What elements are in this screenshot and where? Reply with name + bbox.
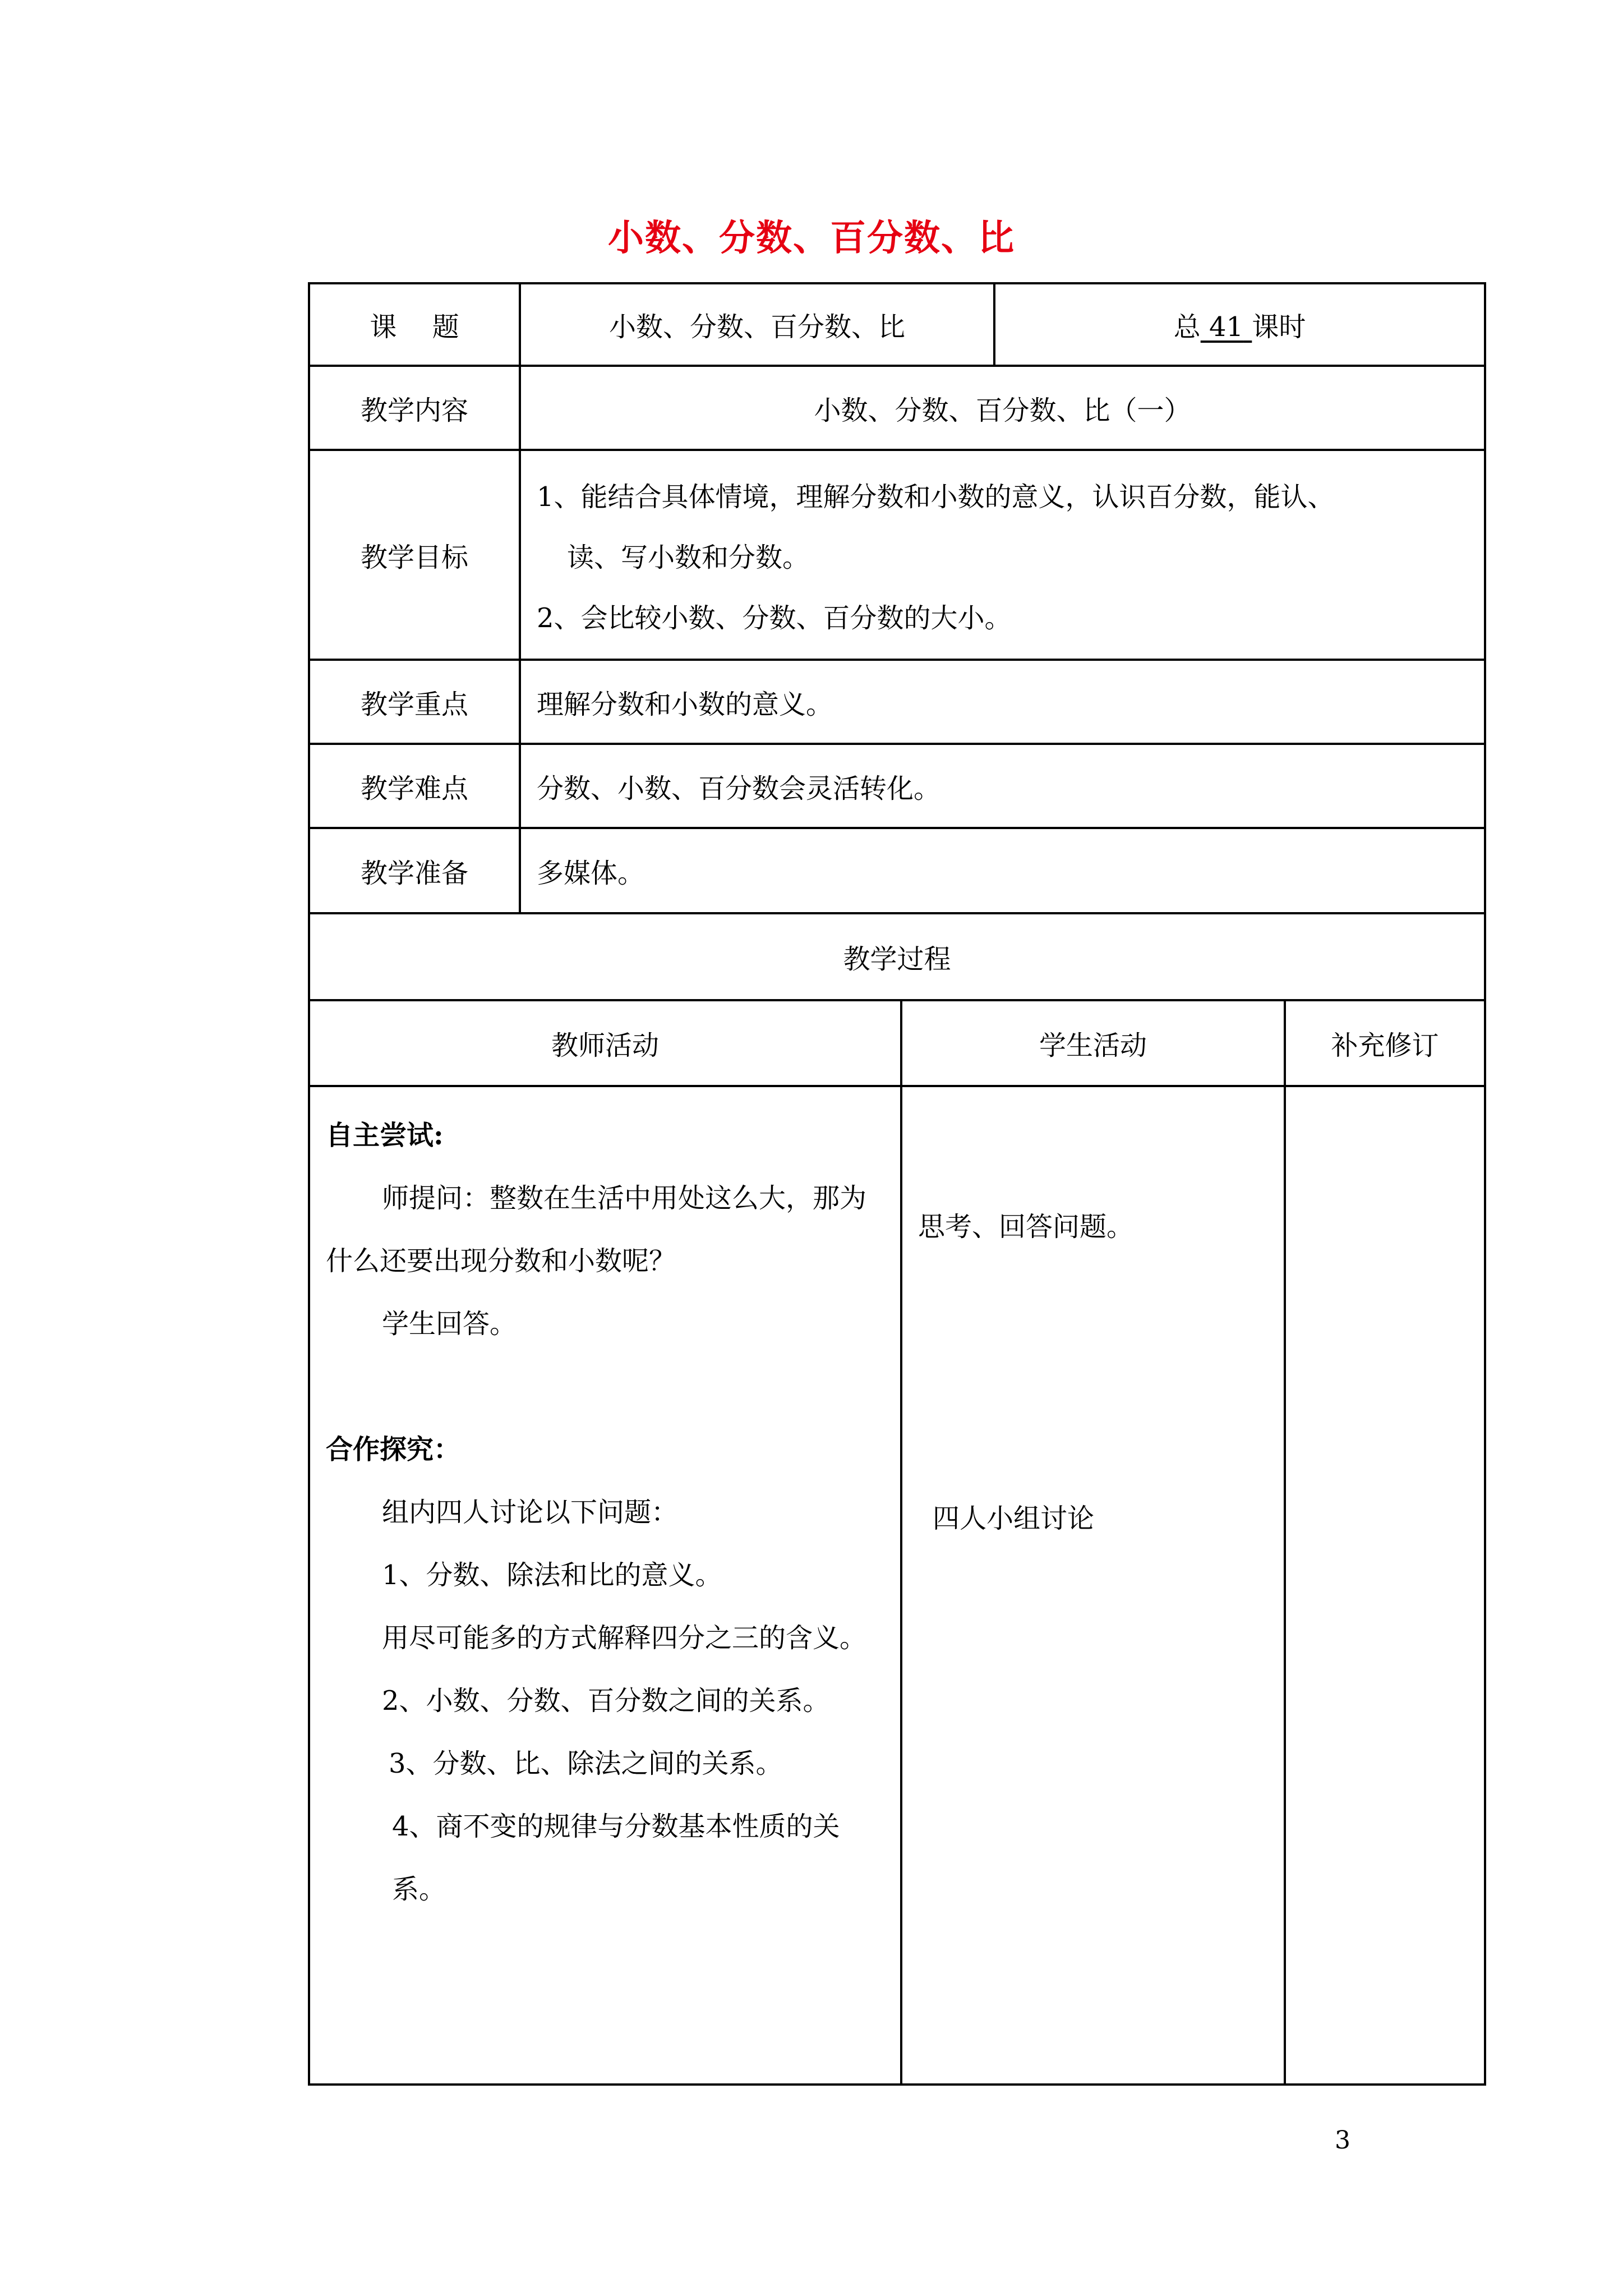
teacher-line: 师提问：整数在生活中用处这么大，那为 <box>382 1182 867 1214</box>
teacher-line: 学生回答。 <box>382 1308 517 1340</box>
topic-value: 小数、分数、百分数、比 <box>520 283 994 366</box>
total-number: 41 <box>1209 311 1244 343</box>
prep-value: 多媒体。 <box>520 828 1485 913</box>
teacher-line: 组内四人讨论以下问题： <box>382 1497 679 1528</box>
revision-notes <box>1285 1086 1485 2085</box>
total-suffix: 课时 <box>1252 311 1306 343</box>
section-heading: 自主尝试: <box>326 1120 444 1151</box>
revision-header: 补充修订 <box>1285 1000 1485 1086</box>
goal-label: 教学目标 <box>309 450 520 660</box>
section-heading: 合作探究： <box>326 1434 461 1465</box>
student-line: 四人小组讨论 <box>933 1503 1095 1534</box>
teacher-activity <box>309 1086 901 2085</box>
teacher-line: 2、小数、分数、百分数之间的关系。 <box>382 1685 830 1717</box>
goal-line: 读、写小数和分数。 <box>567 542 810 573</box>
student-line: 思考、回答问题。 <box>918 1211 1134 1243</box>
spacer <box>326 1355 889 1418</box>
student-activity <box>901 1086 1285 2085</box>
key-value: 理解分数和小数的意义。 <box>520 660 1485 744</box>
teacher-line: 1、分数、除法和比的意义。 <box>382 1559 722 1591</box>
total-prefix: 总 <box>1173 311 1201 343</box>
prep-label: 教学准备 <box>309 828 520 913</box>
content-value: 小数、分数、百分数、比（一） <box>520 366 1485 450</box>
student-activity-header: 学生活动 <box>901 1000 1285 1086</box>
total-lessons <box>994 283 1485 366</box>
goal-row <box>309 450 1485 660</box>
page-number: 3 <box>1335 2126 1350 2155</box>
difficulty-label: 教学难点 <box>309 744 520 828</box>
process-heading: 教学过程 <box>309 913 1485 1000</box>
goal-line: 2、会比较小数、分数、百分数的大小。 <box>537 602 1012 634</box>
header-row <box>309 283 1485 366</box>
teacher-activity-header: 教师活动 <box>309 1000 901 1086</box>
teacher-line: 3、分数、比、除法之间的关系。 <box>389 1748 783 1779</box>
process-columns-row <box>309 1000 1485 1086</box>
content-label: 教学内容 <box>309 366 520 450</box>
content-row <box>309 366 1485 450</box>
key-label: 教学重点 <box>309 660 520 744</box>
lesson-plan-table <box>308 282 1486 2086</box>
difficulty-row <box>309 744 1485 828</box>
goal-line: 1、能结合具体情境，理解分数和小数的意义，认识百分数，能认、 <box>537 481 1335 513</box>
goal-value <box>520 450 1485 660</box>
difficulty-value: 分数、小数、百分数会灵活转化。 <box>520 744 1485 828</box>
process-body-row <box>309 1086 1485 2085</box>
teacher-line: 用尽可能多的方式解释四分之三的含义。 <box>382 1622 867 1654</box>
teacher-line: 什么还要出现分数和小数呢？ <box>326 1245 676 1277</box>
topic-label: 课 题 <box>309 283 520 366</box>
key-row <box>309 660 1485 744</box>
prep-row <box>309 828 1485 913</box>
process-heading-row <box>309 913 1485 1000</box>
teacher-line: 4、商不变的规律与分数基本性质的关系。 <box>392 1811 840 1905</box>
page-title: 小数、分数、百分数、比 <box>608 217 1015 259</box>
